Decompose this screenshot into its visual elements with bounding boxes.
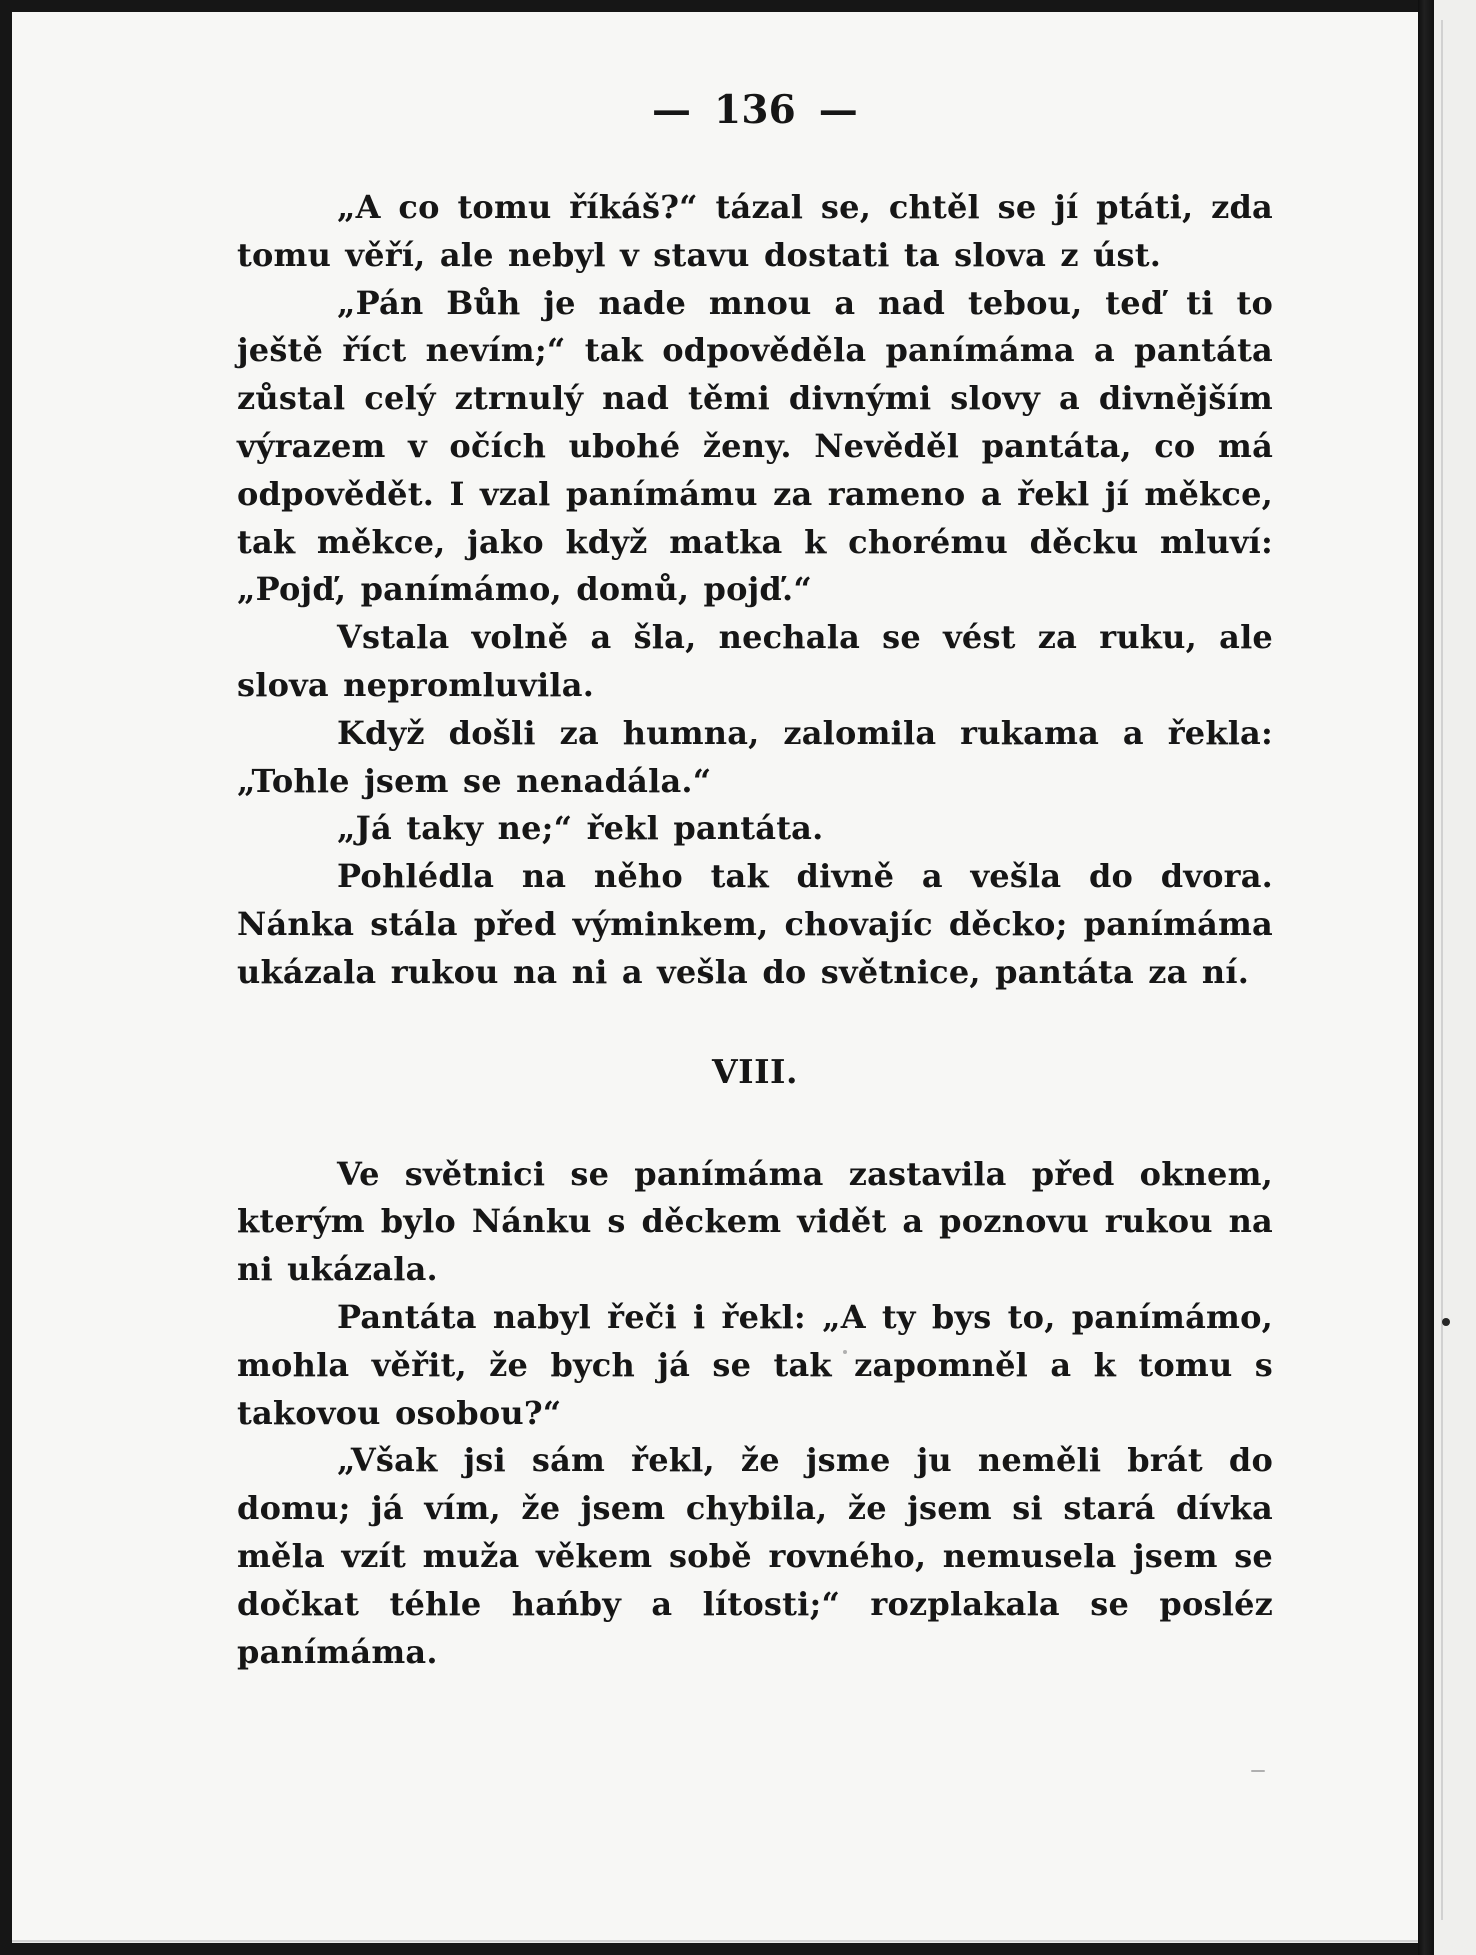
- page-text: [237, 80, 1273, 1676]
- next-page-line: [1441, 20, 1443, 1920]
- paragraph: Pantáta nabyl řeči i řekl: „A ty bys to, panímámo, mohla věřit, že bych já se tak zapomněl a k tomu s takovou osobou?“: [237, 1297, 1273, 1432]
- text-section-chapter: [237, 1151, 1273, 1677]
- paper-speck: [1251, 1770, 1265, 1772]
- paragraph: „Pán Bůh je nade mnou a nad tebou, teď ti to ještě říct nevím;“ tak odpověděla panímáma a pantáta zůstal celý ztrnulý nad těmi divnými slovy a divnějším výrazem v očích ubohé ženy. Nevěděl pantáta, co má odpovědět. I vzal panímámu za rameno a řekl jí měkce, tak měkce, jako když matka k chorému děcku mluví: „Pojď, panímámo, domů, pojď.“: [237, 283, 1273, 609]
- paper-speck: [1442, 1318, 1450, 1326]
- paragraph: Vstala volně a šla, nechala se vést za ruku, ale slova nepromluvila.: [237, 618, 1273, 704]
- paragraph: Když došli za humna, zalomila rukama a řekla: „Tohle jsem se nenadála.“: [237, 713, 1273, 800]
- paragraph: „A co tomu říkáš?“ tázal se, chtěl se jí ptáti, zda tomu věří, ale nebyl v stavu dostati ta slova z úst.: [237, 188, 1273, 274]
- page-number: — 136 —: [652, 87, 858, 133]
- paragraph: Ve světnici se panímáma zastavila před oknem, kterým bylo Nánku s děckem vidět a poznovu rukou na ni ukázala.: [237, 1154, 1273, 1289]
- text-section-before-chapter: [237, 184, 1273, 997]
- book-spine-shadow: [1418, 0, 1434, 1955]
- scan-border-left: [0, 0, 12, 1955]
- paragraph: „Však jsi sám řekl, že jsme ju neměli brát do domu; já vím, že jsem chybila, že jsem si stará dívka měla vzít muža věkem sobě rovného, nemusela jsem se dočkat téhle hańby a lítosti;“ rozplakala se posléz panímáma.: [237, 1441, 1273, 1671]
- paragraph: „Já taky ne;“ řekl pantáta.: [337, 809, 824, 848]
- chapter-heading: VIII.: [712, 1051, 798, 1091]
- scan-border-bottom: [0, 1943, 1476, 1955]
- paragraph: Pohlédla na něho tak divně a vešla do dvora. Nánka stála před výminkem, chovajíc děcko; panímáma ukázala rukou na ni a vešla do světnice, pantáta za ní.: [237, 857, 1273, 991]
- scan-border-top: [0, 0, 1476, 12]
